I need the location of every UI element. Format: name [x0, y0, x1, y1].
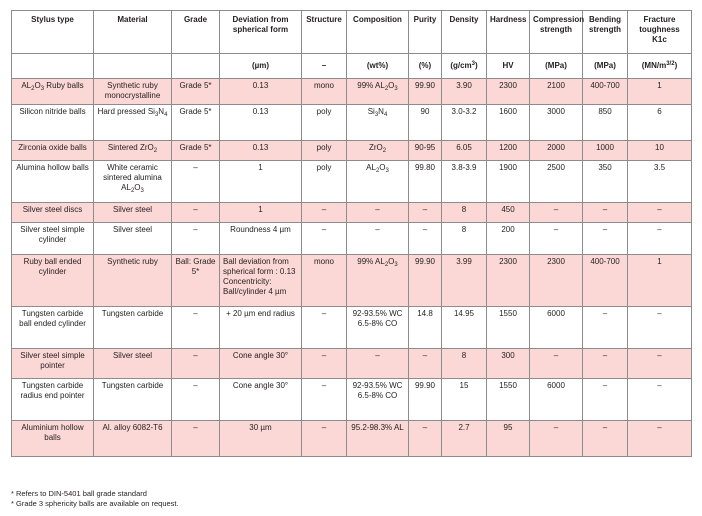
cell-material: Synthetic ruby monocrystalline	[94, 79, 172, 105]
cell-fracture: –	[628, 349, 692, 379]
cell-deviation: 0.13	[220, 79, 302, 105]
header-row	[12, 11, 692, 54]
cell-deviation: Cone angle 30°	[220, 379, 302, 421]
cell-bending: 850	[583, 105, 628, 141]
cell-stylus-type: Tungsten carbide radius end pointer	[12, 379, 94, 421]
cell-structure: –	[302, 379, 347, 421]
cell-deviation: 30 µm	[220, 421, 302, 457]
cell-composition: $Si_3N_4$	[347, 105, 409, 141]
table-row	[12, 105, 692, 141]
cell-grade: –	[172, 307, 220, 349]
cell-bending: –	[583, 349, 628, 379]
cell-purity: –	[409, 223, 442, 255]
cell-density: 8	[442, 223, 487, 255]
cell-grade: –	[172, 421, 220, 457]
cell-density: 15	[442, 379, 487, 421]
cell-stylus-type: Tungsten carbide ball ended cylinder	[12, 307, 94, 349]
cell-fracture: 1	[628, 79, 692, 105]
cell-deviation: 0.13	[220, 105, 302, 141]
cell-grade: Grade 5*	[172, 105, 220, 141]
header-hardness: Hardness	[487, 11, 530, 54]
cell-hardness: 2300	[487, 255, 530, 307]
cell-density: 3.0-3.2	[442, 105, 487, 141]
cell-grade: –	[172, 349, 220, 379]
cell-stylus-type: $AL_2O_3$ Ruby balls	[12, 79, 94, 105]
header-composition: Composition	[347, 11, 409, 54]
cell-bending: 350	[583, 161, 628, 203]
cell-bending: –	[583, 307, 628, 349]
header-fracture: Fracture toughness K1c	[628, 11, 692, 54]
cell-compression: 2100	[530, 79, 583, 105]
cell-purity: –	[409, 421, 442, 457]
cell-deviation: 1	[220, 203, 302, 223]
unit-purity: (%)	[409, 54, 442, 79]
cell-material: Synthetic ruby	[94, 255, 172, 307]
footnote-grade3: * Grade 3 sphericity balls are available on request.	[11, 499, 179, 508]
cell-fracture: –	[628, 223, 692, 255]
cell-compression: –	[530, 203, 583, 223]
cell-fracture: –	[628, 421, 692, 457]
cell-compression: 2500	[530, 161, 583, 203]
cell-structure: –	[302, 421, 347, 457]
header-density: Density	[442, 11, 487, 54]
unit-density: $(g/cm^3)$	[442, 54, 487, 79]
cell-compression: 6000	[530, 307, 583, 349]
cell-material: Sintered ZrO$_2$	[94, 141, 172, 161]
cell-stylus-type: Alumina hollow balls	[12, 161, 94, 203]
header-stylus-type: Stylus type	[12, 11, 94, 54]
unit-blank	[12, 54, 94, 79]
cell-density: 8	[442, 203, 487, 223]
cell-density: 2.7	[442, 421, 487, 457]
cell-bending: –	[583, 203, 628, 223]
cell-stylus-type: Silver steel simple pointer	[12, 349, 94, 379]
cell-deviation: Cone angle 30°	[220, 349, 302, 379]
cell-fracture: 6	[628, 105, 692, 141]
cell-stylus-type: Ruby ball ended cylinder	[12, 255, 94, 307]
cell-hardness: 1550	[487, 307, 530, 349]
cell-grade: Ball: Grade 5*	[172, 255, 220, 307]
header-deviation: Deviation from spherical form	[220, 11, 302, 54]
header-compression: Compression strength	[530, 11, 583, 54]
cell-composition: 99% $AL_2O_3$	[347, 79, 409, 105]
cell-purity: –	[409, 203, 442, 223]
header-structure: Structure	[302, 11, 347, 54]
header-grade: Grade	[172, 11, 220, 54]
header-purity: Purity	[409, 11, 442, 54]
cell-grade: Grade 5*	[172, 141, 220, 161]
cell-composition: 92-93.5% WC 6.5-8% CO	[347, 307, 409, 349]
cell-composition: –	[347, 223, 409, 255]
cell-compression: 2000	[530, 141, 583, 161]
cell-grade: –	[172, 223, 220, 255]
cell-deviation: 0.13	[220, 141, 302, 161]
cell-deviation: Roundness 4 µm	[220, 223, 302, 255]
table-row	[12, 161, 692, 203]
cell-deviation: Ball deviation from spherical form : 0.13 Concentricity: Ball/cylinder 4 µm	[220, 255, 302, 307]
cell-grade: Grade 5*	[172, 79, 220, 105]
cell-composition: 95.2-98.3% AL	[347, 421, 409, 457]
cell-stylus-type: Silver steel simple cylinder	[12, 223, 94, 255]
cell-purity: 90	[409, 105, 442, 141]
cell-hardness: 1900	[487, 161, 530, 203]
unit-blank	[172, 54, 220, 79]
table-row	[12, 349, 692, 379]
header-bending: Bending strength	[583, 11, 628, 54]
cell-compression: –	[530, 421, 583, 457]
cell-compression: 3000	[530, 105, 583, 141]
cell-hardness: 2300	[487, 79, 530, 105]
cell-structure: mono	[302, 255, 347, 307]
cell-stylus-type: Aluminium hollow balls	[12, 421, 94, 457]
cell-deviation: + 20 µm end radius	[220, 307, 302, 349]
cell-structure: –	[302, 307, 347, 349]
unit-hardness: HV	[487, 54, 530, 79]
cell-composition: –	[347, 203, 409, 223]
cell-hardness: 95	[487, 421, 530, 457]
cell-structure: –	[302, 349, 347, 379]
cell-structure: poly	[302, 105, 347, 141]
cell-stylus-type: Silver steel discs	[12, 203, 94, 223]
cell-hardness: 450	[487, 203, 530, 223]
cell-fracture: 3.5	[628, 161, 692, 203]
cell-hardness: 1550	[487, 379, 530, 421]
cell-stylus-type: Zirconia oxide balls	[12, 141, 94, 161]
table-row	[12, 421, 692, 457]
cell-hardness: 200	[487, 223, 530, 255]
cell-structure: poly	[302, 161, 347, 203]
cell-composition: ZrO$_2$	[347, 141, 409, 161]
cell-material: Al. alloy 6082-T6	[94, 421, 172, 457]
cell-hardness: 1600	[487, 105, 530, 141]
cell-purity: 99.90	[409, 255, 442, 307]
units-row	[12, 54, 692, 79]
cell-grade: –	[172, 203, 220, 223]
cell-bending: –	[583, 379, 628, 421]
table-row	[12, 379, 692, 421]
table-row	[12, 203, 692, 223]
unit-compression: (MPa)	[530, 54, 583, 79]
cell-density: 3.99	[442, 255, 487, 307]
cell-material: Silver steel	[94, 349, 172, 379]
cell-bending: 400-700	[583, 79, 628, 105]
cell-hardness: 300	[487, 349, 530, 379]
cell-structure: mono	[302, 79, 347, 105]
table-row	[12, 223, 692, 255]
cell-composition: –	[347, 349, 409, 379]
stylus-spec-table	[11, 10, 692, 457]
cell-fracture: 10	[628, 141, 692, 161]
cell-density: 14.95	[442, 307, 487, 349]
cell-structure: –	[302, 223, 347, 255]
cell-bending: –	[583, 223, 628, 255]
unit-structure: –	[302, 54, 347, 79]
cell-structure: –	[302, 203, 347, 223]
cell-compression: 2300	[530, 255, 583, 307]
cell-density: 3.90	[442, 79, 487, 105]
table-row	[12, 255, 692, 307]
cell-purity: 14.8	[409, 307, 442, 349]
cell-grade: –	[172, 379, 220, 421]
table-row	[12, 307, 692, 349]
cell-purity: 99.90	[409, 79, 442, 105]
cell-compression: –	[530, 349, 583, 379]
cell-compression: 6000	[530, 379, 583, 421]
cell-hardness: 1200	[487, 141, 530, 161]
cell-material: White ceramic sintered alumina $AL_2O_3$	[94, 161, 172, 203]
table-row	[12, 141, 692, 161]
cell-structure: poly	[302, 141, 347, 161]
cell-purity: 90-95	[409, 141, 442, 161]
cell-material: Tungsten carbide	[94, 379, 172, 421]
header-material: Material	[94, 11, 172, 54]
cell-stylus-type: Silicon nitride balls	[12, 105, 94, 141]
cell-bending: 400-700	[583, 255, 628, 307]
unit-bending: (MPa)	[583, 54, 628, 79]
cell-density: 8	[442, 349, 487, 379]
cell-bending: –	[583, 421, 628, 457]
cell-material: Silver steel	[94, 223, 172, 255]
cell-material: Hard pressed $Si_3N_4$	[94, 105, 172, 141]
cell-density: 3.8-3.9	[442, 161, 487, 203]
table-row	[12, 79, 692, 105]
footnotes	[11, 489, 179, 509]
cell-purity: 99.90	[409, 379, 442, 421]
unit-composition: (wt%)	[347, 54, 409, 79]
cell-compression: –	[530, 223, 583, 255]
cell-deviation: 1	[220, 161, 302, 203]
cell-composition: 99% $AL_2O_3$	[347, 255, 409, 307]
cell-fracture: 1	[628, 255, 692, 307]
cell-fracture: –	[628, 307, 692, 349]
cell-fracture: –	[628, 379, 692, 421]
cell-grade: –	[172, 161, 220, 203]
cell-purity: 99.80	[409, 161, 442, 203]
unit-fracture: $(MN/m^{3/2})$	[628, 54, 692, 79]
unit-deviation: (µm)	[220, 54, 302, 79]
cell-density: 6.05	[442, 141, 487, 161]
unit-blank	[94, 54, 172, 79]
footnote-din: * Refers to DIN-5401 ball grade standard	[11, 489, 147, 498]
cell-composition: $AL_2O_3$	[347, 161, 409, 203]
cell-material: Tungsten carbide	[94, 307, 172, 349]
cell-material: Silver steel	[94, 203, 172, 223]
cell-bending: 1000	[583, 141, 628, 161]
cell-composition: 92-93.5% WC 6.5-8% CO	[347, 379, 409, 421]
cell-fracture: –	[628, 203, 692, 223]
cell-purity: –	[409, 349, 442, 379]
